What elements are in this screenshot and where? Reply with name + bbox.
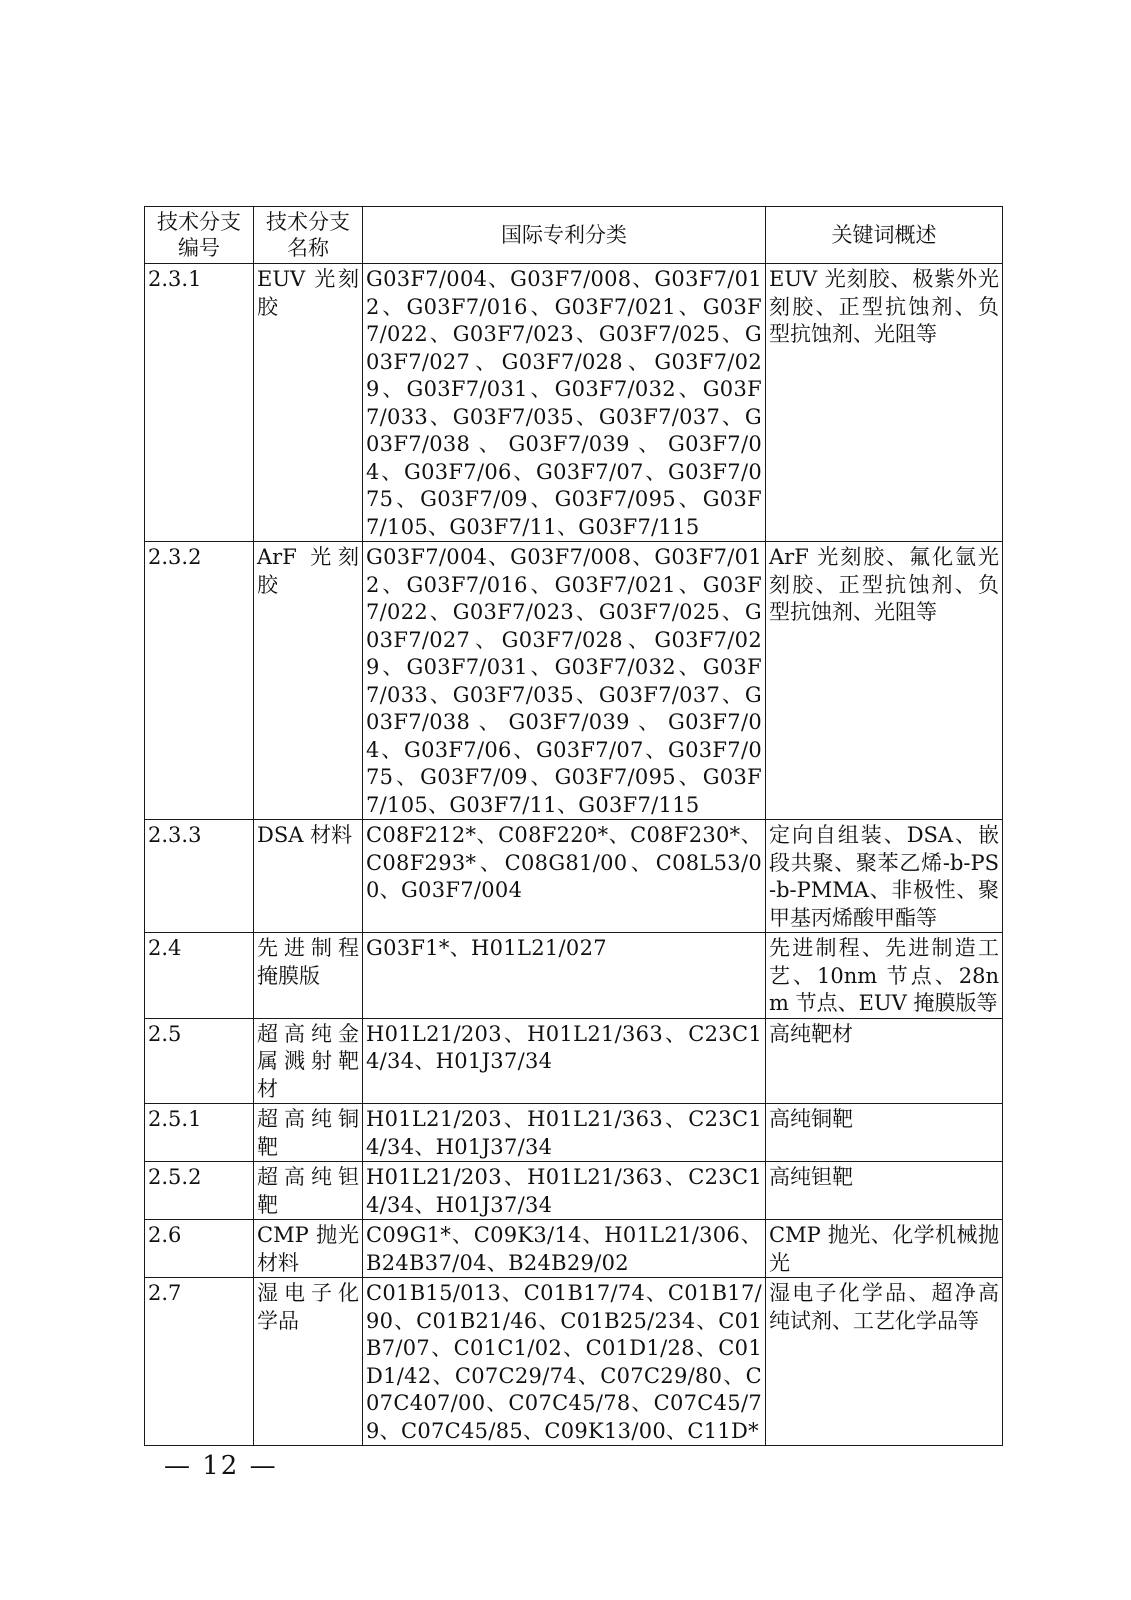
table-row xyxy=(145,1220,1003,1278)
branch-name: 超高纯铜靶 xyxy=(254,1104,363,1162)
keywords: ArF 光刻胶、氟化氩光刻胶、正型抗蚀剂、负型抗蚀剂、光阻等 xyxy=(766,542,1003,820)
branch-name: EUV 光刻胶 xyxy=(254,264,363,542)
table-row xyxy=(145,820,1003,933)
branch-id: 2.5 xyxy=(145,1018,254,1104)
page-number: — 12 — xyxy=(164,1451,278,1481)
ipc-codes: H01L21/203、H01L21/363、C23C14/34、H01J37/34 xyxy=(363,1018,766,1104)
header-branch-id: 技术分支编号 xyxy=(145,207,254,264)
header-ipc: 国际专利分类 xyxy=(363,207,766,264)
table-row xyxy=(145,264,1003,542)
ipc-codes: G03F1*、H01L21/027 xyxy=(363,933,766,1019)
ipc-codes: H01L21/203、H01L21/363、C23C14/34、H01J37/34 xyxy=(363,1104,766,1162)
branch-id: 2.4 xyxy=(145,933,254,1019)
table-row xyxy=(145,1162,1003,1220)
table-row xyxy=(145,1018,1003,1104)
branch-id: 2.3.2 xyxy=(145,542,254,820)
keywords: CMP 抛光、化学机械抛光 xyxy=(766,1220,1003,1278)
ipc-codes: C08F212*、C08F220*、C08F230*、C08F293*、C08G81/00、C08L53/00、G03F7/004 xyxy=(363,820,766,933)
table-row xyxy=(145,1278,1003,1446)
keywords: 先进制程、先进制造工艺、10nm 节点、28nm 节点、EUV 掩膜版等 xyxy=(766,933,1003,1019)
ipc-codes: C01B15/013、C01B17/74、C01B17/90、C01B21/46、C01B25/234、C01B7/07、C01C1/02、C01D1/28、C01D1/42、C07C29/74、C07C29/80、C07C407/00、C07C45/78、C07C45/79、C07C45/85、C09K13/00、C11D* xyxy=(363,1278,766,1446)
ipc-codes: H01L21/203、H01L21/363、C23C14/34、H01J37/34 xyxy=(363,1162,766,1220)
branch-name: 湿电子化学品 xyxy=(254,1278,363,1446)
table-row xyxy=(145,933,1003,1019)
branch-name: DSA 材料 xyxy=(254,820,363,933)
branch-name: ArF 光刻胶 xyxy=(254,542,363,820)
branch-id: 2.7 xyxy=(145,1278,254,1446)
branch-id: 2.6 xyxy=(145,1220,254,1278)
header-keywords: 关键词概述 xyxy=(766,207,1003,264)
branch-id: 2.3.3 xyxy=(145,820,254,933)
ipc-codes: G03F7/004、G03F7/008、G03F7/012、G03F7/016、G03F7/021、G03F7/022、G03F7/023、G03F7/025、G03F7/027、G03F7/028、G03F7/029、G03F7/031、G03F7/032、G03F7/033、G03F7/035、G03F7/037、G03F7/038、G03F7/039、G03F7/04、G03F7/06、G03F7/07、G03F7/075、G03F7/09、G03F7/095、G03F7/105、G03F7/11、G03F7/115 xyxy=(363,542,766,820)
patent-classification-table xyxy=(144,206,1003,1446)
header-branch-name: 技术分支名称 xyxy=(254,207,363,264)
branch-name: CMP 抛光材料 xyxy=(254,1220,363,1278)
branch-name: 先进制程掩膜版 xyxy=(254,933,363,1019)
ipc-codes: G03F7/004、G03F7/008、G03F7/012、G03F7/016、G03F7/021、G03F7/022、G03F7/023、G03F7/025、G03F7/027、G03F7/028、G03F7/029、G03F7/031、G03F7/032、G03F7/033、G03F7/035、G03F7/037、G03F7/038、G03F7/039、G03F7/04、G03F7/06、G03F7/07、G03F7/075、G03F7/09、G03F7/095、G03F7/105、G03F7/11、G03F7/115 xyxy=(363,264,766,542)
table-header-row xyxy=(145,207,1003,264)
ipc-codes: C09G1*、C09K3/14、H01L21/306、B24B37/04、B24B29/02 xyxy=(363,1220,766,1278)
branch-id: 2.5.1 xyxy=(145,1104,254,1162)
keywords: 高纯钽靶 xyxy=(766,1162,1003,1220)
table-row xyxy=(145,542,1003,820)
branch-id: 2.5.2 xyxy=(145,1162,254,1220)
table-row xyxy=(145,1104,1003,1162)
keywords: 高纯铜靶 xyxy=(766,1104,1003,1162)
keywords: EUV 光刻胶、极紫外光刻胶、正型抗蚀剂、负型抗蚀剂、光阻等 xyxy=(766,264,1003,542)
keywords: 定向自组装、DSA、嵌段共聚、聚苯乙烯-b-PS-b-PMMA、非极性、聚甲基丙烯酸甲酯等 xyxy=(766,820,1003,933)
branch-id: 2.3.1 xyxy=(145,264,254,542)
branch-name: 超高纯金属溅射靶材 xyxy=(254,1018,363,1104)
branch-name: 超高纯钽靶 xyxy=(254,1162,363,1220)
keywords: 湿电子化学品、超净高纯试剂、工艺化学品等 xyxy=(766,1278,1003,1446)
keywords: 高纯靶材 xyxy=(766,1018,1003,1104)
